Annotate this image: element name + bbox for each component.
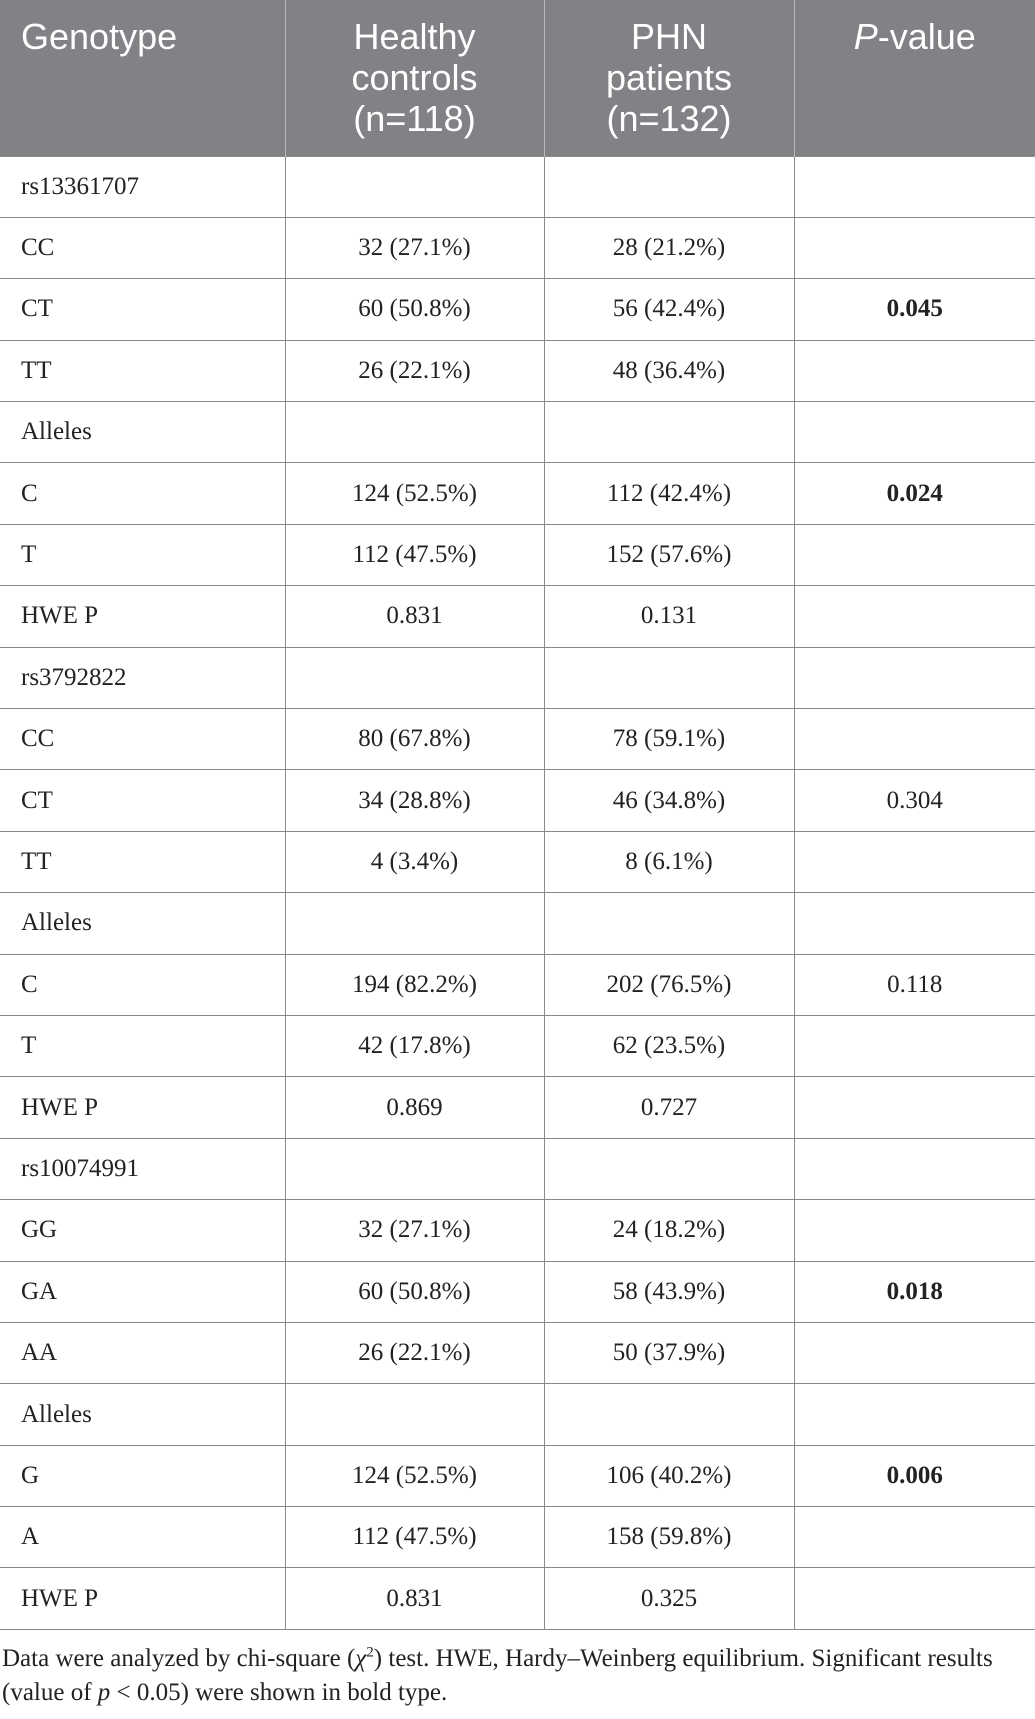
cell-healthy-controls: 124 (52.5%): [285, 1445, 544, 1506]
cell-phn-patients: 58 (43.9%): [544, 1261, 794, 1322]
cell-healthy-controls: 32 (27.1%): [285, 1200, 544, 1261]
cell-phn-patients: 0.131: [544, 586, 794, 647]
cell-phn-patients: 112 (42.4%): [544, 463, 794, 524]
cell-p-value: 0.118: [794, 954, 1035, 1015]
cell-phn-patients: 0.727: [544, 1077, 794, 1138]
cell-p-value: [794, 831, 1035, 892]
cell-p-value: [794, 586, 1035, 647]
cell-genotype: HWE P: [0, 1077, 285, 1138]
cell-genotype: Alleles: [0, 402, 285, 463]
cell-p-value: [794, 1322, 1035, 1383]
cell-p-value: [794, 1568, 1035, 1629]
cell-healthy-controls: [285, 647, 544, 708]
cell-phn-patients: 46 (34.8%): [544, 770, 794, 831]
table-row: [0, 279, 1035, 340]
cell-phn-patients: 50 (37.9%): [544, 1322, 794, 1383]
cell-genotype: CT: [0, 279, 285, 340]
table-row: [0, 1322, 1035, 1383]
table-row: [0, 770, 1035, 831]
cell-healthy-controls: 34 (28.8%): [285, 770, 544, 831]
cell-p-value: 0.006: [794, 1445, 1035, 1506]
table-row: [0, 1200, 1035, 1261]
cell-healthy-controls: 60 (50.8%): [285, 279, 544, 340]
table-footnote: [0, 1642, 1012, 1710]
header-controls-line2: controls: [351, 57, 478, 98]
table-row: [0, 954, 1035, 1015]
cell-p-value: [794, 1138, 1035, 1199]
cell-genotype: T: [0, 524, 285, 585]
cell-phn-patients: [544, 1384, 794, 1445]
cell-genotype: CC: [0, 709, 285, 770]
cell-p-value: [794, 524, 1035, 585]
table-row: [0, 709, 1035, 770]
header-healthy-controls: [285, 0, 544, 156]
cell-healthy-controls: [285, 156, 544, 217]
cell-p-value: [794, 709, 1035, 770]
cell-phn-patients: 202 (76.5%): [544, 954, 794, 1015]
cell-healthy-controls: [285, 893, 544, 954]
footnote-part2: ) test. HWE, Hardy–Weinberg equilibrium. Significant results (value of: [2, 1645, 993, 1706]
cell-phn-patients: 62 (23.5%): [544, 1015, 794, 1076]
cell-phn-patients: 8 (6.1%): [544, 831, 794, 892]
cell-genotype: CC: [0, 217, 285, 278]
table-row: [0, 1568, 1035, 1629]
cell-phn-patients: [544, 156, 794, 217]
table-row: [0, 156, 1035, 217]
table-row: [0, 831, 1035, 892]
cell-healthy-controls: [285, 1138, 544, 1199]
table-row: [0, 217, 1035, 278]
header-patients-line1: PHN: [630, 16, 707, 57]
table-row: [0, 586, 1035, 647]
cell-genotype: C: [0, 463, 285, 524]
cell-p-value: [794, 217, 1035, 278]
table-row: [0, 1261, 1035, 1322]
cell-p-value: 0.024: [794, 463, 1035, 524]
header-controls-line1: Healthy: [353, 16, 476, 57]
cell-healthy-controls: 0.831: [285, 1568, 544, 1629]
cell-phn-patients: [544, 647, 794, 708]
table-row: [0, 1384, 1035, 1445]
table-header: [0, 0, 1035, 156]
footnote-chi: χ: [355, 1645, 367, 1672]
table-body: [0, 156, 1035, 1629]
cell-phn-patients: 152 (57.6%): [544, 524, 794, 585]
cell-phn-patients: [544, 893, 794, 954]
cell-phn-patients: 78 (59.1%): [544, 709, 794, 770]
cell-genotype: HWE P: [0, 586, 285, 647]
cell-p-value: [794, 1384, 1035, 1445]
cell-p-value: 0.045: [794, 279, 1035, 340]
header-controls-n: (n=118): [353, 98, 476, 139]
table-row: [0, 1138, 1035, 1199]
table-row: [0, 893, 1035, 954]
header-p-italic: P: [853, 16, 878, 57]
cell-healthy-controls: 112 (47.5%): [285, 524, 544, 585]
cell-genotype: G: [0, 1445, 285, 1506]
cell-genotype: CT: [0, 770, 285, 831]
cell-healthy-controls: [285, 402, 544, 463]
cell-p-value: [794, 156, 1035, 217]
cell-p-value: 0.018: [794, 1261, 1035, 1322]
table-row: [0, 1077, 1035, 1138]
table-row: [0, 1507, 1035, 1568]
cell-healthy-controls: 112 (47.5%): [285, 1507, 544, 1568]
cell-genotype: Alleles: [0, 1384, 285, 1445]
cell-p-value: [794, 893, 1035, 954]
cell-genotype: rs3792822: [0, 647, 285, 708]
cell-genotype: A: [0, 1507, 285, 1568]
table-row: [0, 340, 1035, 401]
cell-healthy-controls: 4 (3.4%): [285, 831, 544, 892]
header-p-value: [794, 0, 1035, 156]
header-row: [0, 0, 1035, 156]
header-phn-patients: [544, 0, 794, 156]
cell-genotype: C: [0, 954, 285, 1015]
table-row: [0, 524, 1035, 585]
cell-phn-patients: 0.325: [544, 1568, 794, 1629]
footnote-superscript: 2: [366, 1644, 374, 1661]
table-row: [0, 1015, 1035, 1076]
cell-p-value: [794, 1507, 1035, 1568]
cell-healthy-controls: 42 (17.8%): [285, 1015, 544, 1076]
table-row: [0, 463, 1035, 524]
header-patients-line2: patients: [605, 57, 733, 98]
cell-phn-patients: 28 (21.2%): [544, 217, 794, 278]
cell-healthy-controls: 80 (67.8%): [285, 709, 544, 770]
cell-p-value: [794, 1200, 1035, 1261]
table-row: [0, 402, 1035, 463]
cell-phn-patients: 48 (36.4%): [544, 340, 794, 401]
cell-p-value: [794, 402, 1035, 463]
cell-healthy-controls: 124 (52.5%): [285, 463, 544, 524]
cell-genotype: T: [0, 1015, 285, 1076]
cell-genotype: GA: [0, 1261, 285, 1322]
footnote-part3: < 0.05) were shown in bold type.: [110, 1679, 448, 1706]
cell-genotype: AA: [0, 1322, 285, 1383]
cell-genotype: GG: [0, 1200, 285, 1261]
footnote-p-italic: p: [97, 1679, 111, 1706]
header-genotype-label: Genotype: [21, 16, 178, 57]
cell-genotype: Alleles: [0, 893, 285, 954]
cell-p-value: [794, 647, 1035, 708]
cell-genotype: rs13361707: [0, 156, 285, 217]
table-row: [0, 1445, 1035, 1506]
cell-p-value: [794, 1015, 1035, 1076]
table-row: [0, 647, 1035, 708]
cell-healthy-controls: 60 (50.8%): [285, 1261, 544, 1322]
cell-p-value: 0.304: [794, 770, 1035, 831]
cell-healthy-controls: 26 (22.1%): [285, 1322, 544, 1383]
cell-healthy-controls: 0.831: [285, 586, 544, 647]
cell-phn-patients: 24 (18.2%): [544, 1200, 794, 1261]
cell-genotype: HWE P: [0, 1568, 285, 1629]
footnote-part1: Data were analyzed by chi-square (: [2, 1645, 356, 1672]
cell-phn-patients: 106 (40.2%): [544, 1445, 794, 1506]
cell-healthy-controls: 194 (82.2%): [285, 954, 544, 1015]
cell-phn-patients: 158 (59.8%): [544, 1507, 794, 1568]
cell-genotype: rs10074991: [0, 1138, 285, 1199]
cell-genotype: TT: [0, 340, 285, 401]
cell-healthy-controls: [285, 1384, 544, 1445]
cell-healthy-controls: 0.869: [285, 1077, 544, 1138]
cell-genotype: TT: [0, 831, 285, 892]
cell-p-value: [794, 1077, 1035, 1138]
cell-phn-patients: [544, 1138, 794, 1199]
cell-phn-patients: 56 (42.4%): [544, 279, 794, 340]
header-genotype: [0, 0, 285, 156]
cell-p-value: [794, 340, 1035, 401]
header-patients-n: (n=132): [606, 98, 732, 139]
header-p-rest: -value: [877, 16, 976, 57]
cell-phn-patients: [544, 402, 794, 463]
cell-healthy-controls: 26 (22.1%): [285, 340, 544, 401]
cell-healthy-controls: 32 (27.1%): [285, 217, 544, 278]
